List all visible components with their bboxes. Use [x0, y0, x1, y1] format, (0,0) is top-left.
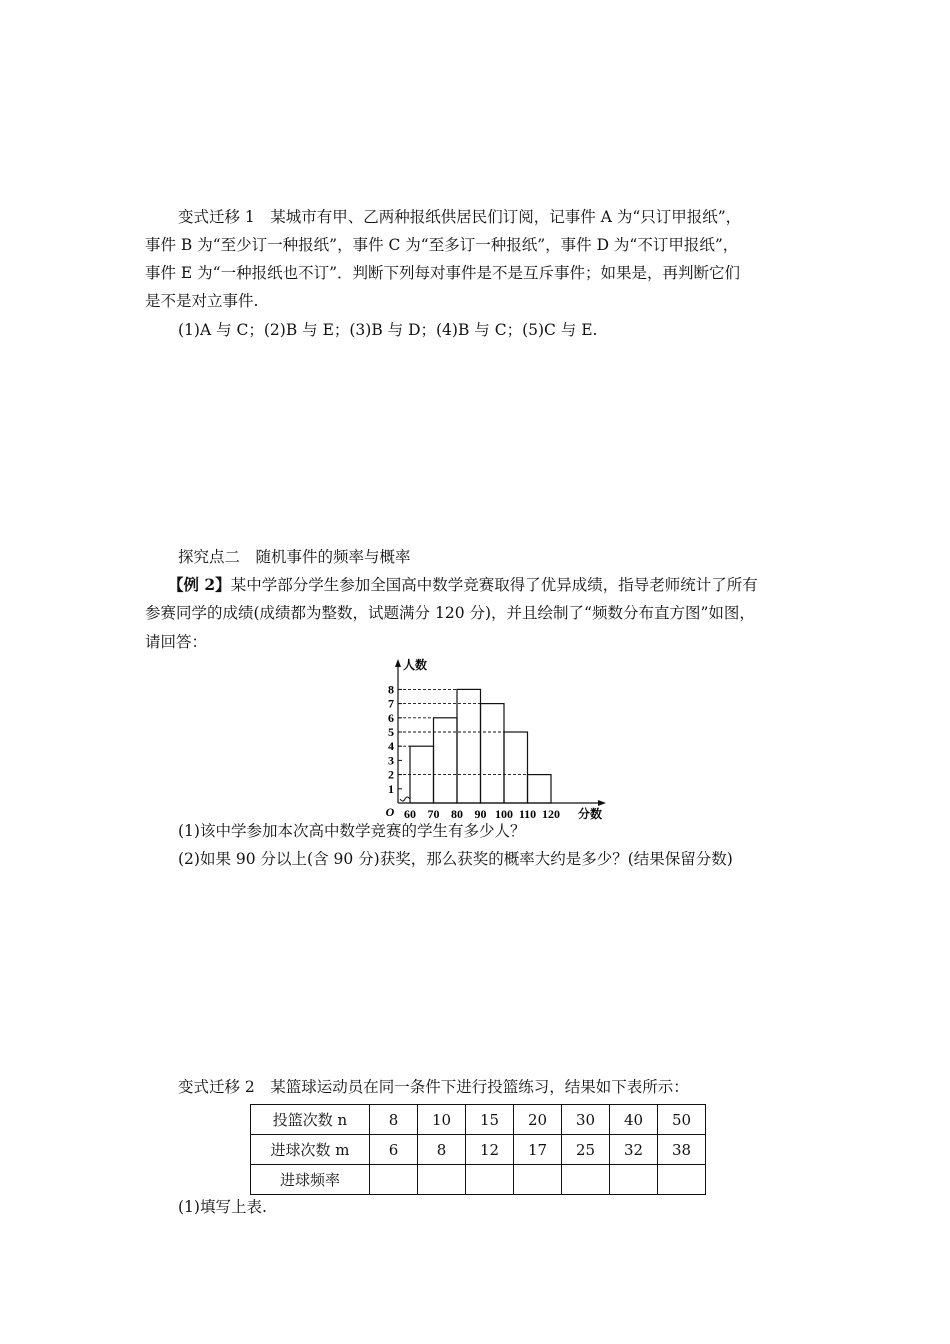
- exercise1-items: (1)A 与 C；(2)B 与 E；(3)B 与 D；(4)B 与 C；(5)C 与 E.: [178, 321, 598, 339]
- histogram-axes: [395, 659, 606, 806]
- x-axis-label: 分数: [577, 807, 603, 821]
- table-cell: 10: [418, 1105, 466, 1135]
- histogram-bars: [410, 689, 551, 803]
- question-2: (2)如果 90 分以上(含 90 分)获奖，那么获奖的概率大约是多少？(结果保留分数): [178, 850, 733, 868]
- y-tick-label: 6: [388, 710, 394, 725]
- x-tick-label: 110: [518, 807, 537, 821]
- question-1: (1)该中学参加本次高中数学竞赛的学生有多少人？: [178, 822, 526, 840]
- x-tick-label: 120: [542, 807, 560, 821]
- x-tick-label: 100: [495, 807, 513, 821]
- table-cell: 50: [658, 1105, 706, 1135]
- shooting-table: [250, 1104, 706, 1195]
- example2-line-2: 参赛同学的成绩(成绩都为整数，试题满分 120 分)，并且绘制了“频数分布直方图”如图，: [145, 604, 755, 622]
- histogram-bar: [528, 775, 552, 803]
- example-tag: 【例 2】: [168, 575, 231, 594]
- table-cell: 6: [370, 1135, 418, 1165]
- y-tick-label: 5: [388, 725, 394, 739]
- row-header-makes: 进球次数 m: [251, 1135, 370, 1165]
- table-cell: 30: [562, 1105, 610, 1135]
- example2-line-3: 请回答：: [145, 633, 208, 651]
- y-axis-label: 人数: [403, 658, 428, 672]
- exercise1-line-1: 变式迁移 1 某城市有甲、乙两种报纸供居民们订阅，记事件 A 为“只订甲报纸”，: [178, 208, 742, 226]
- histogram-bar: [481, 704, 505, 803]
- example2-text-1: 某中学部分学生参加全国高中数学竞赛取得了优异成绩，指导老师统计了所有: [230, 576, 758, 594]
- y-axis-arrow: [395, 659, 401, 667]
- x-tick-label: 70: [427, 807, 440, 821]
- table-cell: 40: [610, 1105, 658, 1135]
- exercise1-line-4: 是不是对立事件.: [145, 292, 259, 310]
- histogram-bar: [434, 718, 458, 803]
- row-header-frequency: 进球频率: [251, 1165, 370, 1195]
- exercise1-line-2: 事件 B 为“至少订一种报纸”，事件 C 为“至多订一种报纸”，事件 D 为“不订甲报纸”，: [145, 236, 739, 254]
- table-cell: 32: [610, 1135, 658, 1165]
- section2-title: 探究点二 随机事件的频率与概率: [178, 548, 411, 566]
- example2-line-1: [168, 575, 758, 595]
- x-axis-arrow: [598, 800, 606, 806]
- axis-break-mark: [400, 797, 410, 801]
- table-row: [251, 1135, 706, 1165]
- y-tick-label: 4: [388, 739, 394, 754]
- y-tick-label: 2: [388, 767, 394, 782]
- histogram-bar: [504, 732, 528, 803]
- table-cell: 38: [658, 1135, 706, 1165]
- origin-label: O: [385, 805, 395, 819]
- exercise2-title: 变式迁移 2 某篮球运动员在同一条件下进行投篮练习，结果如下表所示：: [178, 1078, 689, 1096]
- table-cell: 8: [418, 1135, 466, 1165]
- table-cell: 15: [466, 1105, 514, 1135]
- histogram-bar: [457, 689, 481, 803]
- exercise1-line-3: 事件 E 为“一种报纸也不订”．判断下列每对事件是不是互斥事件；如果是，再判断它们: [145, 264, 741, 282]
- y-tick-label: 1: [388, 781, 394, 796]
- x-tick-label: 80: [451, 807, 463, 821]
- table-row: [251, 1165, 706, 1195]
- x-tick-label: 60: [404, 807, 416, 821]
- table-cell-empty: [562, 1165, 610, 1195]
- y-tick-label: 8: [388, 682, 394, 697]
- table-row: [251, 1105, 706, 1135]
- table-cell-empty: [610, 1165, 658, 1195]
- y-tick-label: 7: [388, 696, 394, 711]
- y-tick-label: 3: [388, 753, 394, 768]
- exercise2-item-1: (1)填写上表.: [178, 1198, 267, 1216]
- row-header-attempts: 投篮次数 n: [251, 1105, 370, 1135]
- table-cell-empty: [466, 1165, 514, 1195]
- x-tick-label: 90: [474, 807, 487, 821]
- table-cell: 8: [370, 1105, 418, 1135]
- table-cell-empty: [658, 1165, 706, 1195]
- table-cell-empty: [418, 1165, 466, 1195]
- table-cell-empty: [514, 1165, 562, 1195]
- frequency-histogram: [360, 655, 620, 823]
- table-cell: 20: [514, 1105, 562, 1135]
- table-cell: 25: [562, 1135, 610, 1165]
- table-cell: 12: [466, 1135, 514, 1165]
- table-cell: 17: [514, 1135, 562, 1165]
- histogram-labels: [386, 657, 602, 821]
- table-cell-empty: [370, 1165, 418, 1195]
